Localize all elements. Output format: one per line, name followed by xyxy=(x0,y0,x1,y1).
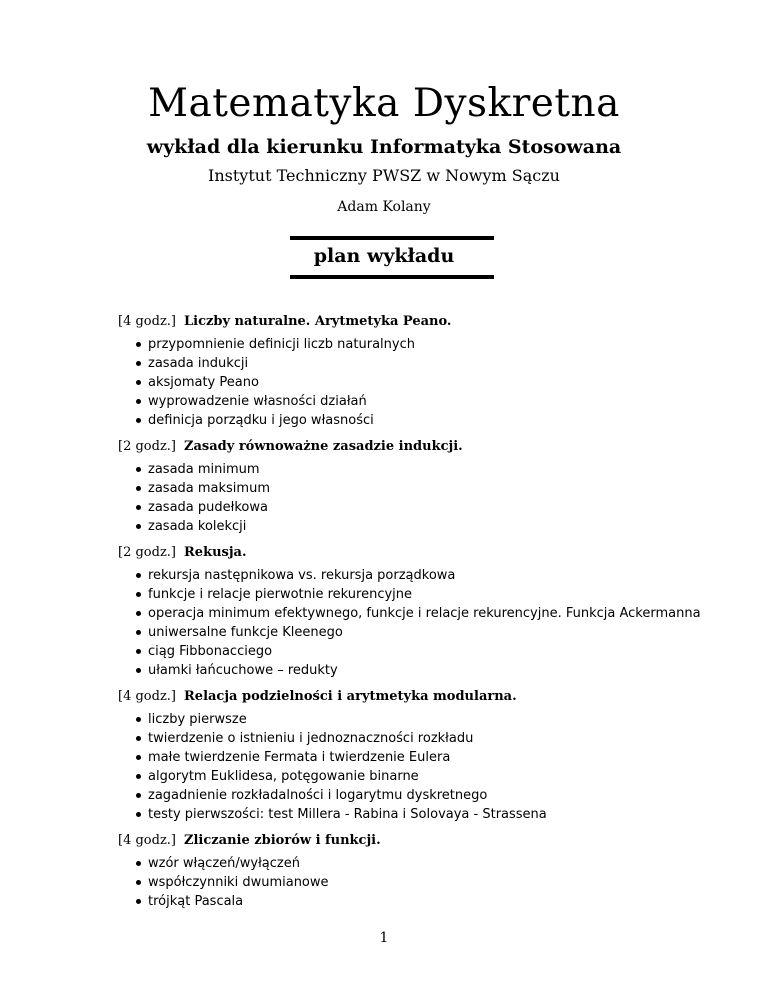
list-item: zasada kolekcji xyxy=(136,517,738,536)
list-item: testy pierwszości: test Millera - Rabina i Solovaya - Strassena xyxy=(136,805,738,824)
list-item: definicja porządku i jego własności xyxy=(136,411,738,430)
author-name: Adam Kolany xyxy=(337,199,431,215)
section-hours: [4 godz.] xyxy=(118,833,176,848)
section-heading xyxy=(118,543,738,562)
section-topic: Liczby naturalne. Arytmetyka Peano. xyxy=(184,314,452,329)
list-item: współczynniki dwumianowe xyxy=(136,873,738,892)
section-hours: [4 godz.] xyxy=(118,689,176,704)
section-topic: Zasady równoważne zasadzie indukcji. xyxy=(184,439,463,454)
section-heading xyxy=(118,437,738,456)
section-heading xyxy=(118,312,738,331)
list-item: przypomnienie definicji liczb naturalnych xyxy=(136,335,738,354)
topic-list xyxy=(118,566,738,680)
list-item: operacja minimum efektywnego, funkcje i relacje rekurencyjne. Funkcja Ackermanna xyxy=(136,604,738,623)
list-item: liczby pierwsze xyxy=(136,710,738,729)
list-item: wzór włączeń/wyłączeń xyxy=(136,854,738,873)
section-topic: Relacja podzielności i arytmetyka modularna. xyxy=(184,689,517,704)
institute-name: Instytut Techniczny PWSZ w Nowym Sączu xyxy=(208,166,560,185)
section-topic: Zliczanie zbiorów i funkcji. xyxy=(184,833,381,848)
section-topic: Rekusja. xyxy=(184,545,247,560)
list-item: funkcje i relacje pierwotnie rekurencyjne xyxy=(136,585,738,604)
list-item: trójkąt Pascala xyxy=(136,892,738,911)
list-item: zasada minimum xyxy=(136,460,738,479)
list-item: twierdzenie o istnieniu i jednoznaczności rozkładu xyxy=(136,729,738,748)
list-item: algorytm Euklidesa, potęgowanie binarne xyxy=(136,767,738,786)
plan-heading: plan wykładu xyxy=(313,245,455,267)
list-item: zasada maksimum xyxy=(136,479,738,498)
topic-list xyxy=(118,710,738,824)
document-subtitle: wykład dla kierunku Informatyka Stosowana xyxy=(146,136,622,158)
syllabus-section xyxy=(118,543,738,680)
syllabus-content xyxy=(118,312,738,918)
syllabus-section xyxy=(118,437,738,536)
top-rule xyxy=(290,236,494,240)
list-item: zasada indukcji xyxy=(136,354,738,373)
document-title: Matematyka Dyskretna xyxy=(148,81,620,126)
topic-list xyxy=(118,335,738,430)
topic-list xyxy=(118,460,738,536)
list-item: zasada pudełkowa xyxy=(136,498,738,517)
syllabus-section xyxy=(118,831,738,911)
list-item: ciąg Fibbonacciego xyxy=(136,642,738,661)
topic-list xyxy=(118,854,738,911)
list-item: ułamki łańcuchowe – redukty xyxy=(136,661,738,680)
page-number: 1 xyxy=(379,930,389,946)
section-heading xyxy=(118,831,738,850)
list-item: uniwersalne funkcje Kleenego xyxy=(136,623,738,642)
list-item: aksjomaty Peano xyxy=(136,373,738,392)
section-hours: [2 godz.] xyxy=(118,545,176,560)
list-item: małe twierdzenie Fermata i twierdzenie Eulera xyxy=(136,748,738,767)
bottom-rule xyxy=(290,275,494,279)
section-hours: [2 godz.] xyxy=(118,439,176,454)
syllabus-section xyxy=(118,312,738,430)
list-item: rekursja następnikowa vs. rekursja porządkowa xyxy=(136,566,738,585)
list-item: wyprowadzenie własności działań xyxy=(136,392,738,411)
section-hours: [4 godz.] xyxy=(118,314,176,329)
syllabus-section xyxy=(118,687,738,824)
section-heading xyxy=(118,687,738,706)
list-item: zagadnienie rozkładalności i logarytmu dyskretnego xyxy=(136,786,738,805)
